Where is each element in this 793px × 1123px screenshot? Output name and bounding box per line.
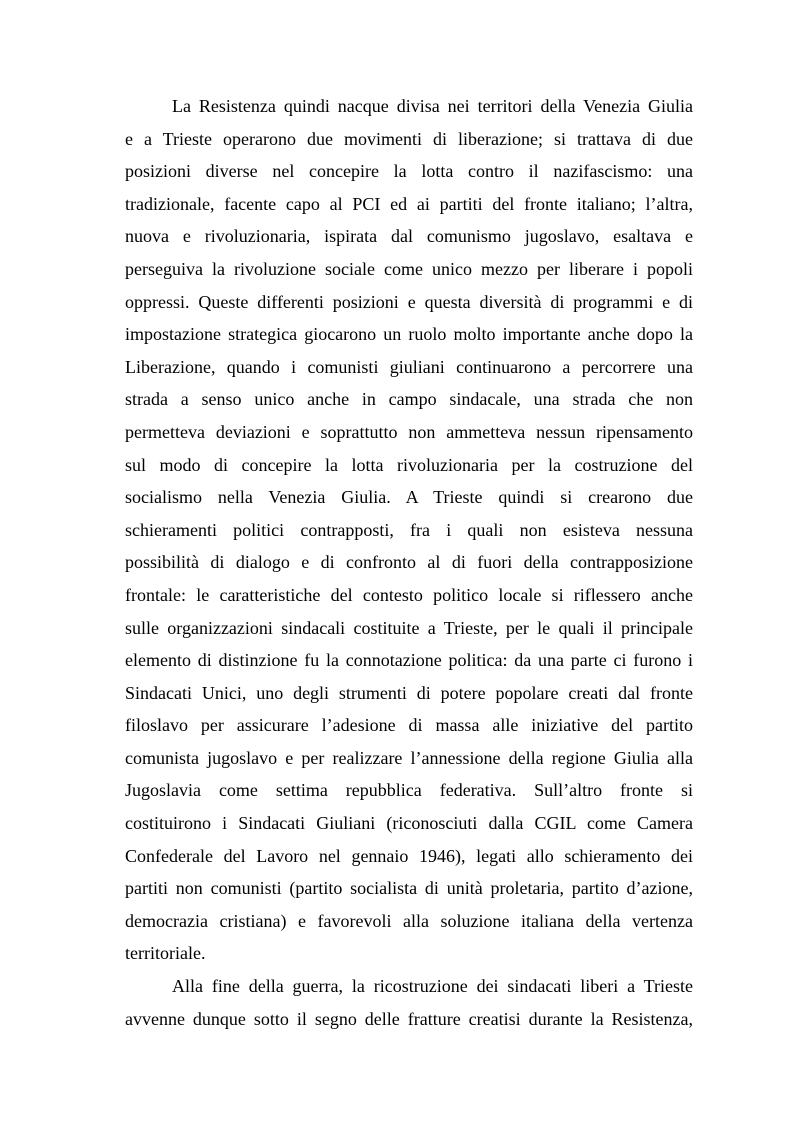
paragraph-1-line-14: schieramenti politici contrapposti, fra i quali non esisteva nessuna: [125, 519, 693, 540]
paragraph-1-line-13: socialismo nella Venezia Giulia. A Trieste quindi si crearono due: [125, 487, 693, 508]
paragraph-1-line-7: oppressi. Queste differenti posizioni e questa diversità di programmi e di: [125, 291, 693, 312]
paragraph-1-line-19: Sindacati Unici, uno degli strumenti di potere popolare creati dal fronte: [125, 682, 693, 703]
paragraph-1-line-27: territoriale.: [125, 943, 206, 964]
paragraph-1-line-4: tradizionale, facente capo al PCI ed ai partiti del fronte italiano; l’altra,: [125, 193, 693, 214]
paragraph-1-line-25: partiti non comunisti (partito socialista di unità proletaria, partito d’azione,: [125, 878, 693, 899]
paragraph-1-line-2: e a Trieste operarono due movimenti di liberazione; si trattava di due: [125, 128, 693, 149]
paragraph-1-line-1: La Resistenza quindi nacque divisa nei territori della Venezia Giulia: [172, 96, 693, 116]
paragraph-1-line-26: democrazia cristiana) e favorevoli alla soluzione italiana della vertenza: [125, 910, 693, 931]
paragraph-1-line-3: posizioni diverse nel concepire la lotta contro il nazifascismo: una: [125, 161, 693, 182]
paragraph-1-line-24: Confederale del Lavoro nel gennaio 1946), legati allo schieramento dei: [125, 845, 693, 866]
paragraph-1-line-8: impostazione strategica giocarono un ruolo molto importante anche dopo la: [125, 324, 693, 345]
body-text: [125, 90, 693, 1035]
paragraph-1-line-9: Liberazione, quando i comunisti giuliani continuarono a percorrere una: [125, 356, 693, 377]
paragraph-2-line-1: Alla fine della guerra, la ricostruzione dei sindacati liberi a Trieste: [172, 976, 693, 997]
paragraph-1-line-6: perseguiva la rivoluzione sociale come unico mezzo per liberare i popoli: [125, 258, 693, 279]
paragraph-1-line-17: sulle organizzazioni sindacali costituite a Trieste, per le quali il principale: [125, 617, 693, 638]
paragraph-1-line-21: comunista jugoslavo e per realizzare l’annessione della regione Giulia alla: [125, 747, 693, 768]
paragraph-1-line-10: strada a senso unico anche in campo sindacale, una strada che non: [125, 389, 693, 410]
paragraph-1-line-11: permetteva deviazioni e soprattutto non ammetteva nessun ripensamento: [125, 421, 693, 442]
paragraph-1-line-18: elemento di distinzione fu la connotazione politica: da una parte ci furono i: [125, 650, 693, 671]
paragraph-1-line-15: possibilità di dialogo e di confronto al di fuori della contrapposizione: [125, 552, 693, 573]
paragraph-1-line-12: sul modo di concepire la lotta rivoluzionaria per la costruzione del: [125, 454, 693, 475]
paragraph-1-line-5: nuova e rivoluzionaria, ispirata dal comunismo jugoslavo, esaltava e: [125, 226, 693, 247]
paragraph-1-line-23: costituirono i Sindacati Giuliani (riconosciuti dalla CGIL come Camera: [125, 813, 693, 834]
paragraph-1-line-22: Jugoslavia come settima repubblica federativa. Sull’altro fronte si: [125, 780, 693, 801]
paragraph-1-line-16: frontale: le caratteristiche del contesto politico locale si riflessero anche: [125, 584, 693, 605]
paragraph-1-line-20: filoslavo per assicurare l’adesione di massa alle iniziative del partito: [125, 715, 693, 736]
paragraph-2-line-2: avvenne dunque sotto il segno delle fratture creatisi durante la Resistenza,: [125, 1008, 693, 1029]
